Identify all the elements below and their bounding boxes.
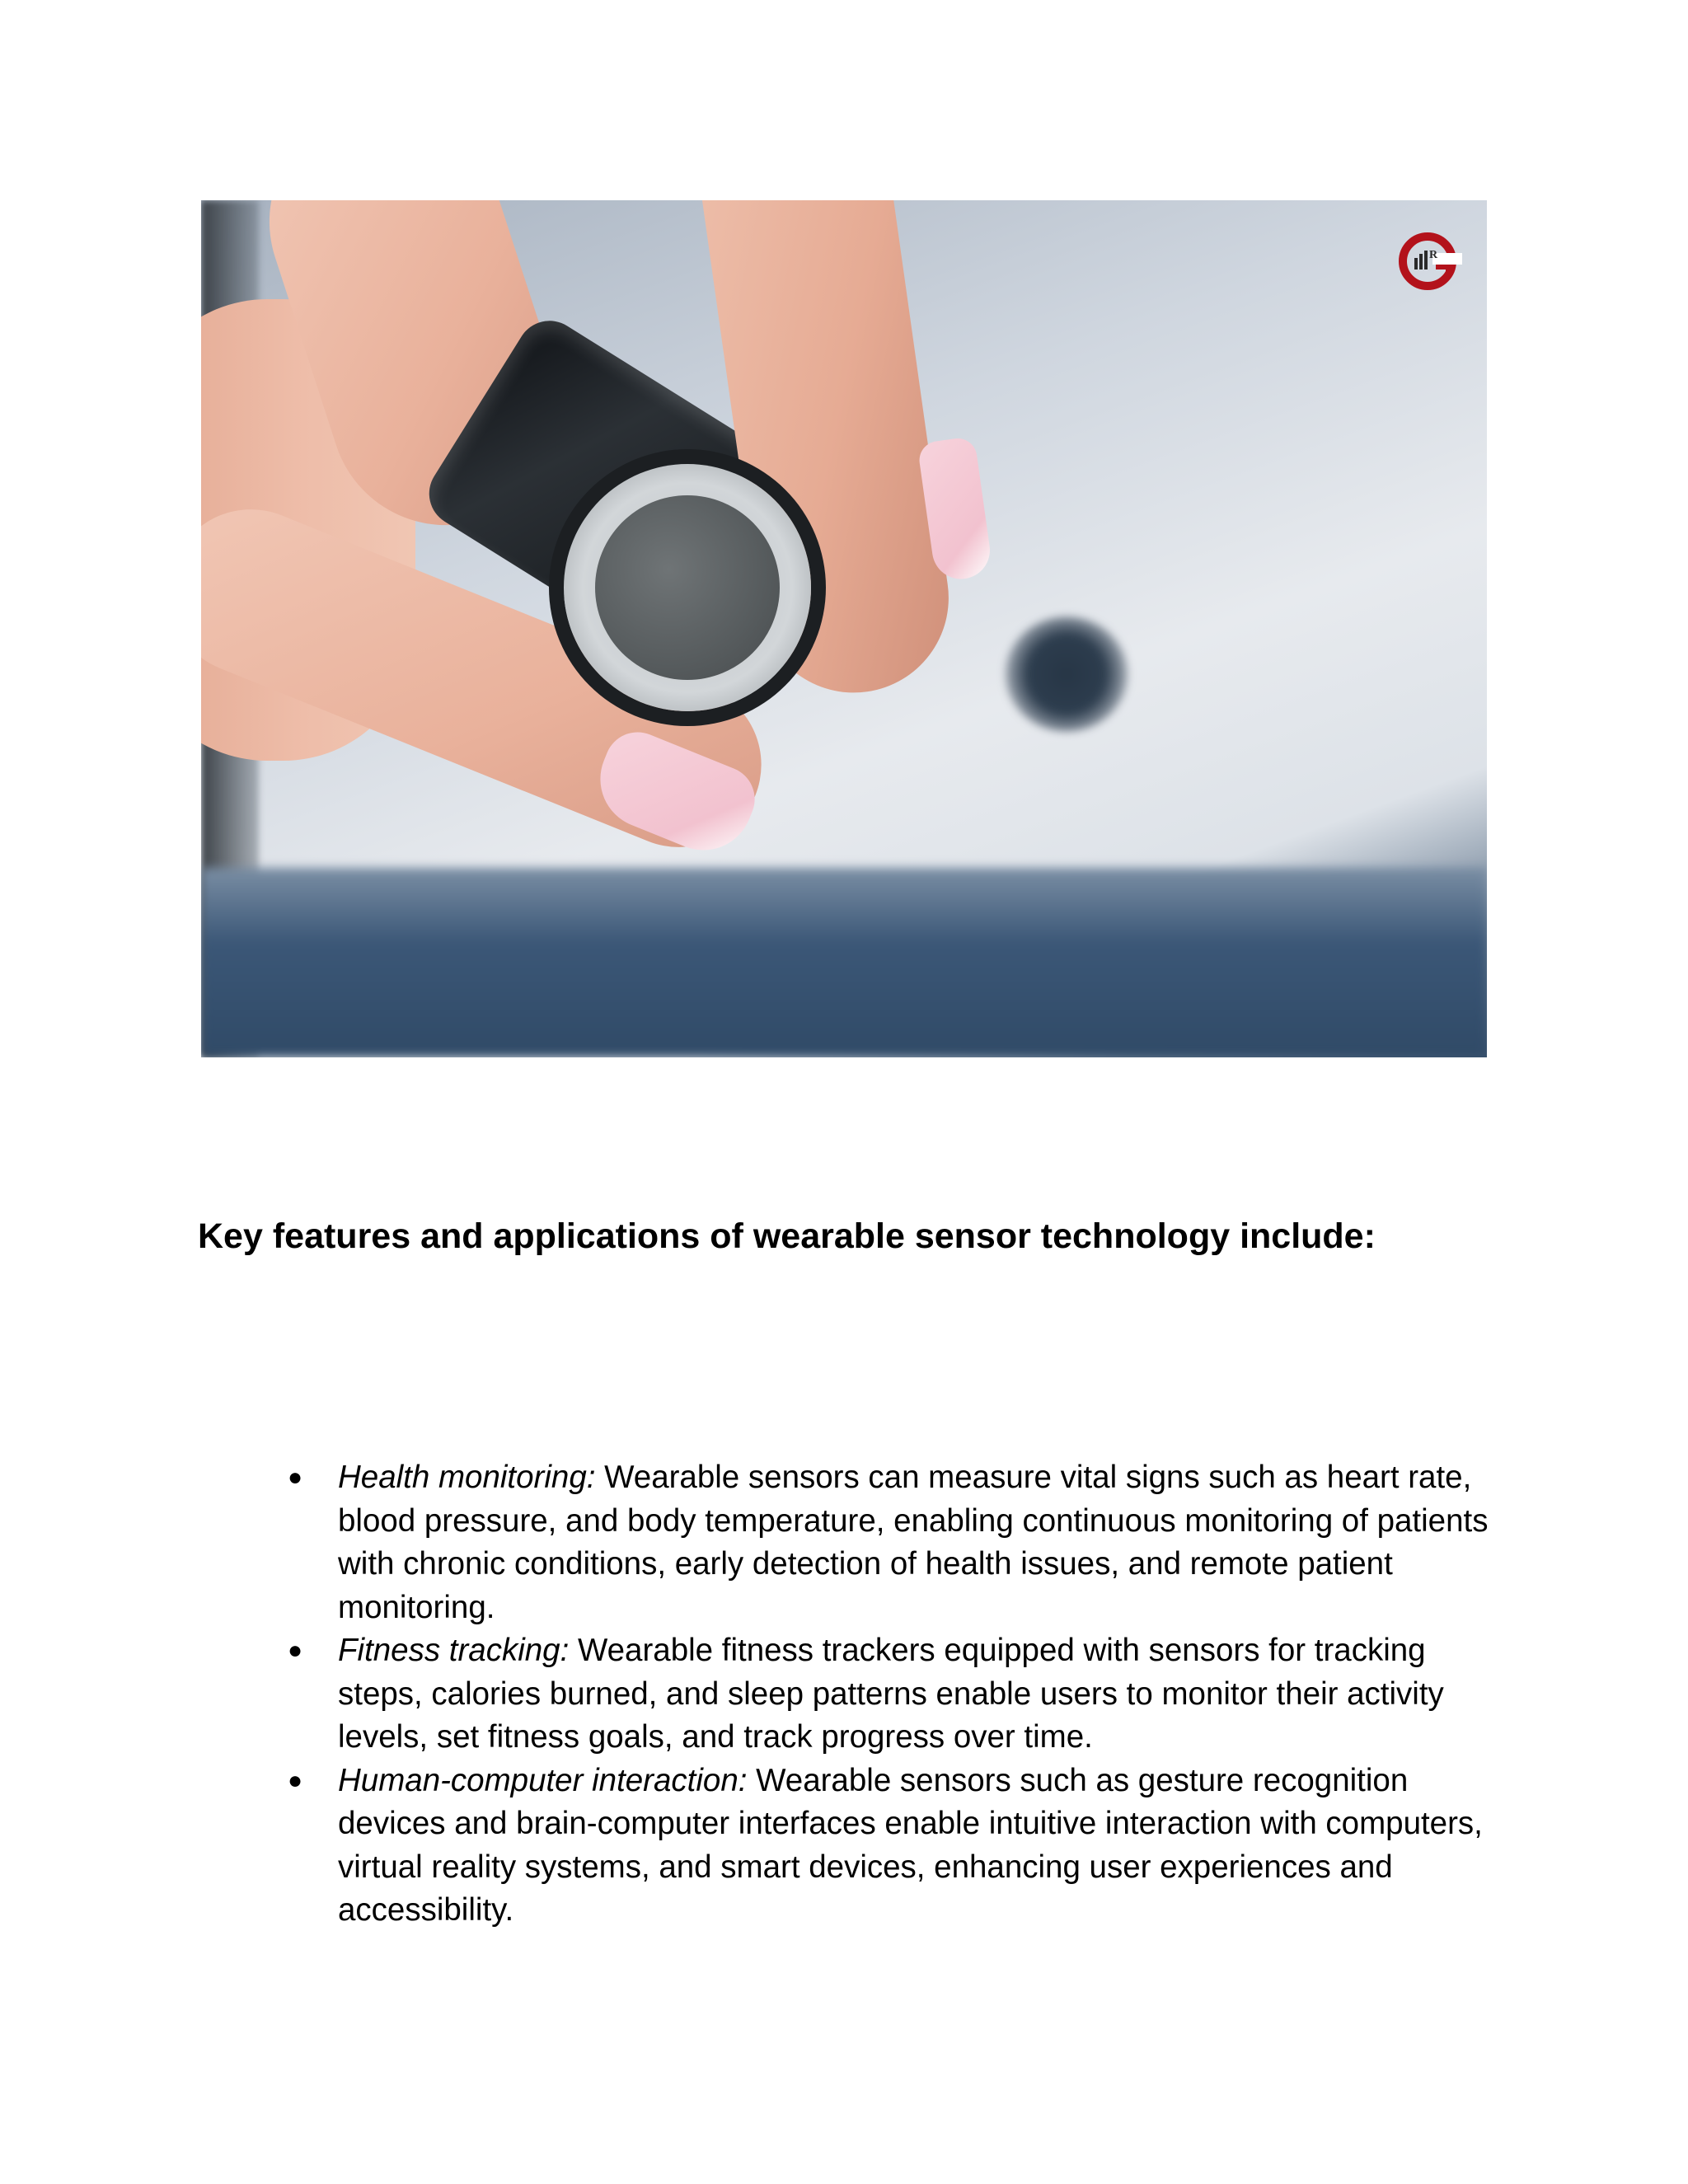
list-item — [284, 1760, 1496, 1933]
section-heading: Key features and applications of wearable sensor technology include: — [198, 1216, 1376, 1256]
list-item-term: Health monitoring: — [338, 1460, 596, 1495]
list-item-term: Human-computer interaction: — [338, 1762, 748, 1798]
sensor-face — [595, 495, 780, 680]
hero-photo — [201, 200, 1487, 1057]
bullet-icon: ● — [288, 1637, 303, 1664]
logo-letter: R — [1429, 249, 1438, 261]
background-blurred-dot — [1005, 616, 1128, 732]
photo-blue-band — [201, 868, 1487, 1057]
bullet-icon: ● — [288, 1766, 303, 1794]
list-item-term: Fitness tracking: — [338, 1633, 570, 1668]
feature-list — [284, 1456, 1496, 1933]
list-item-text: Wearable sensors can measure vital signs such as heart rate, blood pressure, and body temperature, enabling continuous monitoring of patients with chronic conditions, early detection of health issues, and remote patient monitoring. — [338, 1460, 1489, 1625]
list-item-text: Wearable sensors such as gesture recognition devices and brain-computer interfaces enable intuitive interaction with computers, virtual reality systems, and smart devices, enhancing user experiences and accessibility. — [338, 1762, 1483, 1928]
list-item — [284, 1456, 1496, 1629]
bullet-icon: ● — [288, 1464, 303, 1491]
list-item-text: Wearable fitness trackers equipped with sensors for tracking steps, calories burned, and sleep patterns enable users to monitor their activity levels, set fitness goals, and track progress over time. — [338, 1633, 1444, 1755]
list-item — [284, 1629, 1496, 1760]
brand-logo-icon — [1396, 228, 1462, 294]
